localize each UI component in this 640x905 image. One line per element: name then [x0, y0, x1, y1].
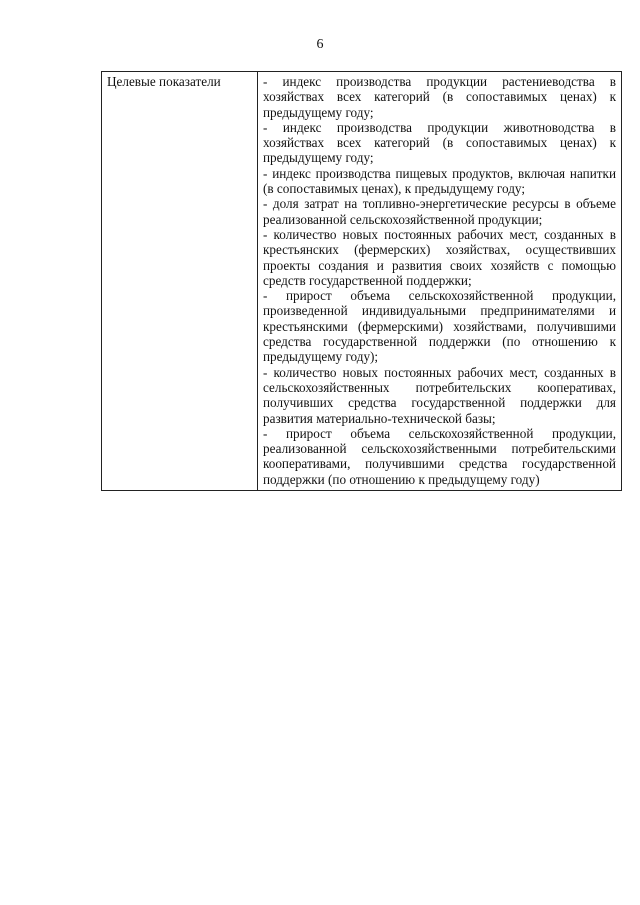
indicator-item: - количество новых постоянных рабочих мест, созданных в сельскохозяйственных потребительских кооперативах, получивших средства государственной поддержки для развития материально-технической базы;	[263, 364, 616, 426]
indicator-item: - доля затрат на топливно-энергетические ресурсы в объеме реализованной сельскохозяйственной продукции;	[263, 196, 616, 227]
target-indicators-table	[101, 71, 622, 491]
row-label-cell	[102, 72, 258, 491]
indicators-cell	[258, 72, 622, 491]
row-label: Целевые показатели	[107, 74, 221, 89]
indicator-item: - прирост объема сельскохозяйственной продукции, реализованной сельскохозяйственными потребительскими кооперативами, получившими средства государственной поддержки (по отношению к предыдущему году)	[263, 425, 616, 487]
page-number: 6	[316, 37, 324, 52]
indicator-item: - индекс производства пищевых продуктов, включая напитки (в сопоставимых ценах), к предыдущему году;	[263, 165, 616, 197]
indicator-item: - количество новых постоянных рабочих мест, созданных в крестьянских (фермерских) хозяйствах, осуществивших проекты создания и развития своих хозяйств с помощью средств государственной поддержки;	[263, 226, 616, 288]
table-row	[102, 72, 622, 491]
indicator-item: - индекс производства продукции животноводства в хозяйствах всех категорий (в сопоставимых ценах) к предыдущему году;	[263, 119, 616, 166]
indicator-item: - прирост объема сельскохозяйственной продукции, произведенной индивидуальными предпринимателями и крестьянскими (фермерскими) хозяйствами, получившими средства государственной поддержки (по отношению к предыдущему году);	[263, 288, 616, 365]
indicator-item: - индекс производства продукции растениеводства в хозяйствах всех категорий (в сопоставимых ценах) к предыдущему году;	[263, 74, 616, 120]
